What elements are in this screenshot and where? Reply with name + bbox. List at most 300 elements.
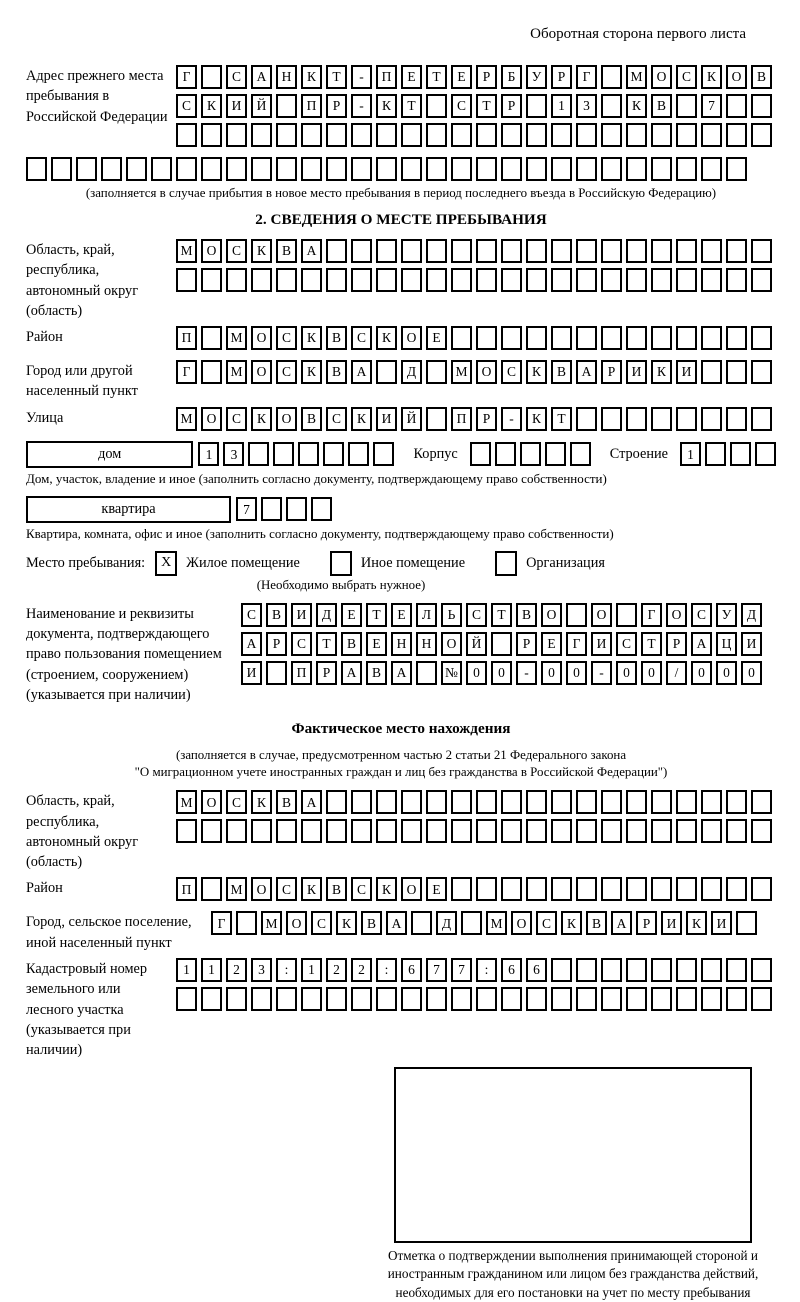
char-cell (351, 268, 372, 292)
char-cell (126, 157, 147, 181)
prev-address-cells (176, 65, 776, 152)
char-cell: П (451, 407, 472, 431)
char-cell (261, 497, 282, 521)
char-cell: 7 (426, 958, 447, 982)
char-cell: О (511, 911, 532, 935)
char-cell (201, 819, 222, 843)
char-cell: С (311, 911, 332, 935)
char-cell (501, 157, 522, 181)
char-cell (451, 987, 472, 1011)
char-cell: У (716, 603, 737, 627)
char-cell (326, 268, 347, 292)
char-cell: Р (316, 661, 337, 685)
char-cell (226, 987, 247, 1011)
char-cell (451, 157, 472, 181)
char-cell (426, 819, 447, 843)
char-cell (726, 123, 747, 147)
char-cell: А (241, 632, 262, 656)
char-cell (601, 326, 622, 350)
char-cell (201, 987, 222, 1011)
char-cell (676, 958, 697, 982)
char-cell: В (276, 790, 297, 814)
char-cell: П (176, 877, 197, 901)
char-cell (376, 239, 397, 263)
char-cell (351, 157, 372, 181)
char-cell: Р (476, 407, 497, 431)
char-cell: А (251, 65, 272, 89)
char-cell (601, 157, 622, 181)
char-cell: 0 (616, 661, 637, 685)
char-cell (76, 157, 97, 181)
char-cell (676, 407, 697, 431)
char-cell: К (526, 360, 547, 384)
char-cell (51, 157, 72, 181)
char-cell (576, 819, 597, 843)
char-cell: Н (276, 65, 297, 89)
char-cell: О (201, 407, 222, 431)
char-cell: О (726, 65, 747, 89)
char-cell: Д (741, 603, 762, 627)
char-cell (376, 268, 397, 292)
char-cell: Т (551, 407, 572, 431)
char-cell (401, 819, 422, 843)
char-cell: П (301, 94, 322, 118)
char-cell: К (561, 911, 582, 935)
district-row (176, 326, 776, 350)
stay-type-note: (Необходимо выбрать нужное) (256, 577, 426, 592)
char-cell (626, 268, 647, 292)
char-cell: 6 (501, 958, 522, 982)
char-cell: 2 (226, 958, 247, 982)
char-cell (301, 123, 322, 147)
char-cell (526, 239, 547, 263)
char-cell (520, 442, 541, 466)
char-cell: - (516, 661, 537, 685)
prev-address-field (26, 65, 776, 152)
char-cell (551, 157, 572, 181)
char-cell (701, 790, 722, 814)
char-cell (151, 157, 172, 181)
char-cell: И (591, 632, 612, 656)
char-cell (495, 442, 516, 466)
char-cell: С (351, 326, 372, 350)
stay-type-row (26, 551, 776, 576)
char-cell (401, 790, 422, 814)
char-cell (176, 123, 197, 147)
char-cell (626, 987, 647, 1011)
char-cell (576, 326, 597, 350)
char-cell: Т (316, 632, 337, 656)
char-cell: Г (211, 911, 232, 935)
char-cell (501, 819, 522, 843)
char-cell: И (626, 360, 647, 384)
char-cell: К (336, 911, 357, 935)
city-field (26, 360, 776, 402)
char-cell: О (476, 360, 497, 384)
char-cell (651, 987, 672, 1011)
char-cell (301, 268, 322, 292)
char-cell (601, 268, 622, 292)
char-cell (526, 877, 547, 901)
char-cell: 3 (576, 94, 597, 118)
char-cell: И (661, 911, 682, 935)
char-cell (301, 157, 322, 181)
document-cells (241, 603, 776, 705)
char-cell: О (591, 603, 612, 627)
char-cell (701, 326, 722, 350)
house-row (26, 441, 776, 468)
char-cell (726, 157, 747, 181)
char-cell (751, 94, 772, 118)
char-cell (651, 877, 672, 901)
char-cell: / (666, 661, 687, 685)
char-cell: Н (416, 632, 437, 656)
actual-district-field (26, 877, 776, 906)
char-cell (501, 877, 522, 901)
city-label: Город или другой населенный пункт (26, 363, 138, 400)
char-cell (201, 157, 222, 181)
actual-location-title: Фактическое место нахождения (291, 720, 511, 738)
char-cell (701, 239, 722, 263)
char-cell: 1 (198, 442, 219, 466)
char-cell: В (586, 911, 607, 935)
char-cell: Р (476, 65, 497, 89)
char-cell: О (251, 360, 272, 384)
char-cell (326, 157, 347, 181)
char-cell: А (691, 632, 712, 656)
char-cell (476, 239, 497, 263)
char-cell (276, 157, 297, 181)
char-cell (226, 819, 247, 843)
cadastral-field (26, 958, 776, 1060)
char-cell (301, 819, 322, 843)
char-cell (651, 157, 672, 181)
char-cell: О (251, 326, 272, 350)
char-cell: В (516, 603, 537, 627)
char-cell: 1 (301, 958, 322, 982)
char-cell: 1 (551, 94, 572, 118)
char-cell (226, 268, 247, 292)
char-cell: Г (176, 65, 197, 89)
char-cell (351, 123, 372, 147)
char-cell: 3 (251, 958, 272, 982)
char-cell (726, 360, 747, 384)
char-cell: К (301, 326, 322, 350)
region-row-2 (176, 268, 776, 292)
confirmation-mark-box (394, 1067, 752, 1243)
char-cell: 6 (401, 958, 422, 982)
char-cell: Т (491, 603, 512, 627)
char-cell: 6 (526, 958, 547, 982)
char-cell: 0 (741, 661, 762, 685)
char-cell (326, 819, 347, 843)
street-row (176, 407, 776, 431)
char-cell: А (391, 661, 412, 685)
char-cell (201, 360, 222, 384)
char-cell: М (451, 360, 472, 384)
char-cell (226, 123, 247, 147)
char-cell: Г (641, 603, 662, 627)
char-cell: О (541, 603, 562, 627)
char-cell: С (176, 94, 197, 118)
char-cell (751, 326, 772, 350)
char-cell: К (651, 360, 672, 384)
char-cell (266, 661, 287, 685)
char-cell (601, 407, 622, 431)
char-cell (201, 326, 222, 350)
char-cell: К (351, 407, 372, 431)
char-cell (576, 407, 597, 431)
char-cell (476, 819, 497, 843)
char-cell: К (376, 326, 397, 350)
char-cell: Р (601, 360, 622, 384)
char-cell (676, 987, 697, 1011)
char-cell (476, 790, 497, 814)
region-label: Область, край, республика, автономный округ (область) (26, 242, 139, 319)
char-cell: Р (516, 632, 537, 656)
char-cell (551, 790, 572, 814)
char-cell (501, 987, 522, 1011)
document-label: Наименование и реквизиты документа, подтверждающего право пользования помещением (строением, сооружением) (указывается при наличии) (26, 605, 222, 703)
char-cell (26, 157, 47, 181)
char-cell: П (176, 326, 197, 350)
char-cell (476, 123, 497, 147)
char-cell: В (551, 360, 572, 384)
char-cell: М (261, 911, 282, 935)
char-cell: О (286, 911, 307, 935)
char-cell (676, 94, 697, 118)
char-cell (201, 65, 222, 89)
char-cell (651, 407, 672, 431)
char-cell (526, 790, 547, 814)
char-cell (730, 442, 751, 466)
char-cell: А (351, 360, 372, 384)
char-cell (626, 958, 647, 982)
char-cell: С (226, 407, 247, 431)
char-cell: Н (391, 632, 412, 656)
char-cell (751, 958, 772, 982)
char-cell (651, 123, 672, 147)
char-cell (401, 123, 422, 147)
char-cell (176, 819, 197, 843)
char-cell: : (376, 958, 397, 982)
char-cell: С (351, 877, 372, 901)
char-cell (570, 442, 591, 466)
char-cell (701, 958, 722, 982)
char-cell (251, 123, 272, 147)
char-cell (626, 877, 647, 901)
char-cell (526, 157, 547, 181)
checkbox-residential[interactable]: X (155, 551, 177, 576)
char-cell (701, 877, 722, 901)
char-cell: О (651, 65, 672, 89)
char-cell: - (351, 65, 372, 89)
char-cell (551, 123, 572, 147)
char-cell: Ц (716, 632, 737, 656)
char-cell: А (301, 790, 322, 814)
char-cell: Й (466, 632, 487, 656)
char-cell: 0 (541, 661, 562, 685)
apartment-number-cells (236, 497, 332, 521)
char-cell: - (591, 661, 612, 685)
char-cell (545, 442, 566, 466)
char-cell: С (241, 603, 262, 627)
char-cell (701, 819, 722, 843)
option-organization-label: Организация (526, 554, 605, 571)
char-cell (726, 819, 747, 843)
char-cell (470, 442, 491, 466)
char-cell (751, 877, 772, 901)
char-cell: М (226, 360, 247, 384)
char-cell (276, 987, 297, 1011)
char-cell (755, 442, 776, 466)
house-type-box: дом (26, 441, 193, 468)
char-cell: 0 (716, 661, 737, 685)
actual-region-row-2 (176, 819, 776, 843)
char-cell (576, 958, 597, 982)
char-cell (373, 442, 394, 466)
char-cell (348, 442, 369, 466)
char-cell (626, 157, 647, 181)
char-cell (401, 268, 422, 292)
district-label: Район (26, 329, 63, 346)
actual-district-row (176, 877, 776, 901)
char-cell: 0 (566, 661, 587, 685)
cadastral-row-2 (176, 987, 776, 1011)
char-cell (501, 326, 522, 350)
char-cell: Д (436, 911, 457, 935)
char-cell: 1 (680, 442, 701, 466)
char-cell (551, 877, 572, 901)
char-cell: Й (401, 407, 422, 431)
char-cell: Т (366, 603, 387, 627)
char-cell (176, 987, 197, 1011)
char-cell (751, 360, 772, 384)
char-cell (726, 94, 747, 118)
char-cell: П (291, 661, 312, 685)
char-cell (566, 603, 587, 627)
char-cell: С (276, 326, 297, 350)
char-cell: Т (326, 65, 347, 89)
char-cell: О (401, 877, 422, 901)
char-cell: В (301, 407, 322, 431)
char-cell (676, 268, 697, 292)
char-cell: И (741, 632, 762, 656)
char-cell: К (201, 94, 222, 118)
char-cell: № (441, 661, 462, 685)
char-cell (476, 326, 497, 350)
char-cell: Р (266, 632, 287, 656)
char-cell (701, 360, 722, 384)
char-cell (601, 65, 622, 89)
char-cell (451, 790, 472, 814)
char-cell: Е (426, 326, 447, 350)
char-cell (576, 123, 597, 147)
region-field (26, 239, 776, 321)
char-cell (576, 239, 597, 263)
district-field (26, 326, 776, 355)
region-row-1 (176, 239, 776, 263)
char-cell (601, 958, 622, 982)
char-cell (676, 790, 697, 814)
char-cell (401, 239, 422, 263)
char-cell: С (501, 360, 522, 384)
char-cell (736, 911, 757, 935)
char-cell (601, 877, 622, 901)
apartment-caption: Квартира, комната, офис и иное (заполнить согласно документу, подтверждающему право собственности) (26, 525, 614, 541)
char-cell: К (701, 65, 722, 89)
char-cell (491, 632, 512, 656)
char-cell: М (176, 407, 197, 431)
char-cell (576, 877, 597, 901)
char-cell (251, 819, 272, 843)
char-cell: С (536, 911, 557, 935)
char-cell (411, 911, 432, 935)
actual-region-label: Область, край, республика, автономный округ (область) (26, 793, 139, 871)
apartment-type-box: квартира (26, 496, 231, 523)
char-cell: С (691, 603, 712, 627)
stay-type-label: Место пребывания: (26, 554, 146, 571)
char-cell (323, 442, 344, 466)
checkbox-other-premises[interactable] (330, 551, 352, 576)
char-cell (601, 987, 622, 1011)
char-cell: Е (426, 877, 447, 901)
char-cell (451, 268, 472, 292)
char-cell (251, 157, 272, 181)
char-cell: К (301, 877, 322, 901)
char-cell: И (711, 911, 732, 935)
char-cell (526, 268, 547, 292)
document-row-3 (241, 661, 776, 685)
char-cell (451, 239, 472, 263)
char-cell (576, 157, 597, 181)
document-row-1 (241, 603, 776, 627)
checkbox-organization[interactable] (495, 551, 517, 576)
char-cell (701, 407, 722, 431)
char-cell: Т (401, 94, 422, 118)
char-cell (426, 268, 447, 292)
char-cell: С (291, 632, 312, 656)
char-cell: Р (326, 94, 347, 118)
char-cell: А (576, 360, 597, 384)
char-cell (326, 987, 347, 1011)
char-cell: О (276, 407, 297, 431)
char-cell (426, 123, 447, 147)
char-cell (226, 157, 247, 181)
char-cell (676, 819, 697, 843)
char-cell (201, 268, 222, 292)
char-cell (451, 819, 472, 843)
char-cell: 0 (491, 661, 512, 685)
char-cell (601, 94, 622, 118)
char-cell (551, 268, 572, 292)
char-cell (526, 123, 547, 147)
char-cell: И (376, 407, 397, 431)
char-cell: Р (501, 94, 522, 118)
char-cell (311, 497, 332, 521)
char-cell (326, 239, 347, 263)
char-cell: С (226, 65, 247, 89)
char-cell (526, 987, 547, 1011)
char-cell (426, 407, 447, 431)
char-cell (201, 123, 222, 147)
char-cell (501, 239, 522, 263)
char-cell (101, 157, 122, 181)
char-cell: С (616, 632, 637, 656)
char-cell: И (226, 94, 247, 118)
char-cell: Е (401, 65, 422, 89)
char-cell (201, 877, 222, 901)
